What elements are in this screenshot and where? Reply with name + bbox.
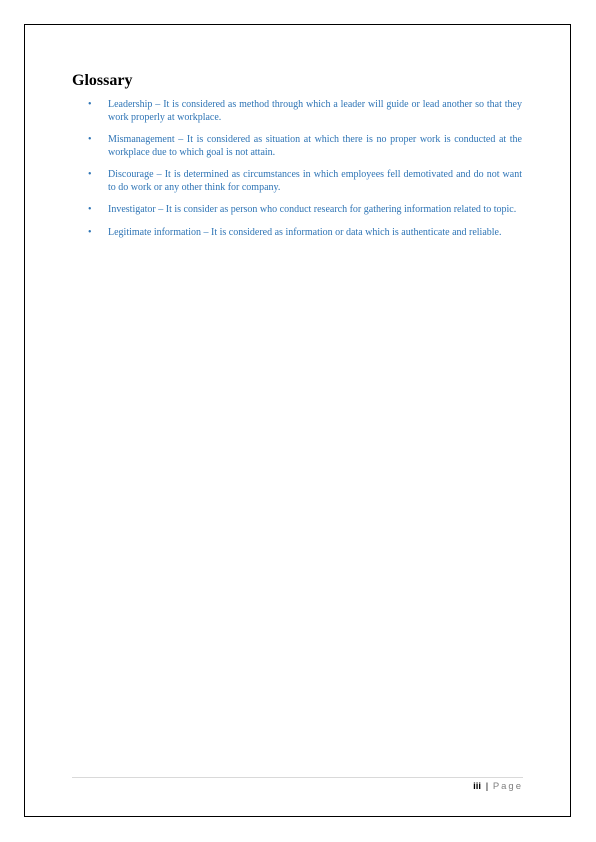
list-item bbox=[72, 99, 522, 124]
footer-separator: | bbox=[485, 781, 489, 792]
list-item bbox=[72, 169, 522, 194]
bullet-icon: • bbox=[88, 226, 92, 238]
glossary-entry-text: Investigator – It is consider as person who conduct research for gathering information related to topic. bbox=[108, 204, 517, 215]
bullet-icon: • bbox=[88, 204, 92, 215]
list-item bbox=[72, 204, 522, 217]
glossary-entry-text: Mismanagement – It is considered as situation at which there is no proper work is conducted at the workplace due to which goal is not attain. bbox=[108, 134, 522, 158]
list-item bbox=[72, 134, 522, 159]
page-number: iii bbox=[473, 781, 482, 792]
glossary-entry-text: Leadership – It is considered as method through which a leader will guide or lead another so that they work properly at workplace. bbox=[108, 99, 522, 123]
glossary-list bbox=[72, 99, 522, 249]
bullet-icon: • bbox=[88, 134, 92, 145]
glossary-entry-text: Discourage – It is determined as circumstances in which employees fell demotivated and do not want to do work or any other think for company. bbox=[108, 169, 522, 193]
page-footer bbox=[473, 781, 523, 792]
bullet-icon: • bbox=[88, 99, 92, 110]
bullet-icon: • bbox=[88, 169, 92, 180]
glossary-entry-text: Legitimate information – It is considered as information or data which is authenticate and reliable. bbox=[108, 226, 502, 238]
footer-divider bbox=[72, 777, 523, 778]
list-item bbox=[72, 227, 522, 240]
page-title: Glossary bbox=[72, 72, 133, 89]
page-label: Page bbox=[492, 781, 523, 792]
